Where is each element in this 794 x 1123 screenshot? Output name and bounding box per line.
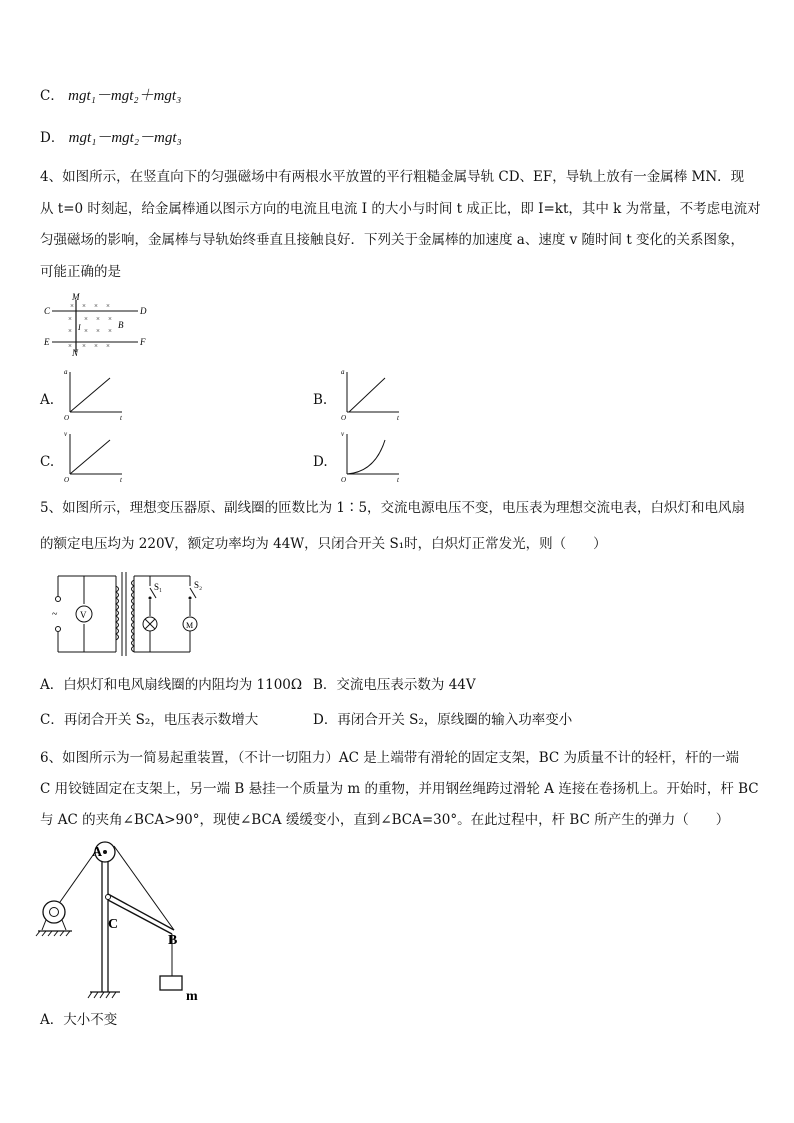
q4-field-cross: × (96, 327, 100, 335)
q5-option-b: B．交流电压表示数为 44V (313, 677, 476, 693)
q3-option-c (40, 86, 181, 106)
voltmeter-label: V (80, 610, 87, 620)
axis-label: t (397, 414, 399, 422)
q4-option-b-label: B. (313, 392, 328, 408)
q4-option-d-label: D. (313, 454, 328, 470)
q3-option-d (40, 128, 182, 148)
q5-text-line1: 5、如图所示，理想变压器原、副线圈的匝数比为 1∶5，交流电源电压不变，电压表为理想交流电表，白炽灯和电风扇 (40, 500, 746, 516)
graph-line (70, 378, 110, 412)
pulley-label: A (92, 845, 103, 860)
q4-field-cross: × (108, 327, 112, 335)
axis-label: v (341, 430, 345, 438)
q4-label-b: B (118, 320, 124, 330)
q4-text-line1: 4、如图所示，在竖直向下的匀强磁场中有两根水平放置的平行粗糙金属导轨 CD、EF，导轨上放有一金属棒 MN．现 (40, 169, 745, 185)
q4-field-cross: × (94, 302, 98, 310)
q4-option-b-graph (337, 368, 407, 422)
q6-option-a: A．大小不变 (40, 1012, 118, 1028)
weight-box (160, 976, 182, 990)
q4-label-e: E (44, 337, 50, 347)
source-symbol: ~ (52, 609, 58, 620)
q4-label-d: D (140, 306, 147, 316)
q4-field-cross: × (84, 315, 88, 323)
q4-rail-figure (44, 292, 154, 356)
q3-option-d-label: D． (40, 130, 65, 146)
switch1-label: S₁ (154, 582, 163, 592)
origin-label: O (64, 414, 70, 422)
q6-text-line1: 6、如图所示为一简易起重装置，（不计一切阻力）AC 是上端带有滑轮的固定支架，BC 为质量不计的轻杆，杆的一端 (40, 750, 739, 766)
q3-option-c-label: C． (40, 88, 64, 104)
q4-label-n: N (72, 348, 79, 358)
motor-label: M (186, 621, 194, 630)
end-label: B (168, 933, 178, 948)
origin-label: O (64, 476, 70, 484)
q6-crane-figure (38, 836, 208, 1004)
axis-label: a (341, 368, 345, 376)
axis-label: v (64, 430, 68, 438)
q3-option-d-expr: mgt₁－mgt₂－mgt₃ (68, 130, 182, 146)
origin-label: O (341, 476, 347, 484)
q4-text-line4: 可能正确的是 (40, 264, 121, 280)
axis-label: t (120, 476, 122, 484)
q5-option-d: D．再闭合开关 S₂，原线圈的输入功率变小 (313, 712, 573, 728)
q6-text-line3: 与 AC 的夹角∠BCA>90°，现使∠BCA 缓缓变小，直到∠BCA=30°。在此过程中，杆 BC 所产生的弹力（ ） (40, 812, 730, 828)
q4-label-c: C (44, 306, 51, 316)
q4-field-cross: × (82, 342, 86, 350)
q4-field-cross: × (94, 342, 98, 350)
q4-option-a-graph (60, 368, 130, 422)
axis-label: a (64, 368, 68, 376)
graph-line (349, 378, 385, 412)
q4-field-crosses (68, 302, 112, 350)
q3-option-c-expr: mgt₁－mgt₂＋mgt₃ (68, 88, 182, 104)
q6-text-line2: C 用铰链固定在支架上，另一端 B 悬挂一个质量为 m 的重物，并用钢丝绳跨过滑轮 A 连接在卷扬机上。开始时，杆 BC (40, 781, 759, 797)
graph-curve (347, 440, 385, 474)
q4-field-cross: × (106, 342, 110, 350)
mass-label: m (186, 989, 198, 1004)
hinge-label: C (108, 917, 119, 932)
q4-field-cross: × (82, 302, 86, 310)
q4-field-cross: × (68, 342, 72, 350)
q5-option-a: A．白炽灯和电风扇线圈的内阻均为 1100Ω (40, 677, 303, 693)
q4-field-cross: × (96, 315, 100, 323)
q4-text-line2: 从 t=0 时刻起，给金属棒通以图示方向的电流且电流 I 的大小与时间 t 成正比，即 I=kt，其中 k 为常量，不考虑电流对 (40, 201, 761, 217)
switch2-label: S₂ (194, 580, 203, 590)
origin-label: O (341, 414, 347, 422)
q5-option-c: C．再闭合开关 S₂，电压表示数增大 (40, 712, 259, 728)
q4-option-c-graph (60, 430, 130, 484)
q4-field-cross: × (70, 302, 74, 310)
q4-field-cross: × (68, 315, 72, 323)
q4-field-cross: × (106, 302, 110, 310)
axis-label: t (397, 476, 399, 484)
q4-label-m: M (72, 292, 80, 302)
q4-label-f: F (140, 337, 146, 347)
q4-field-cross: × (68, 327, 72, 335)
q5-text-line2: 的额定电压均为 220V，额定功率均为 44W，只闭合开关 S₁时，白炽灯正常发光，则（ ） (40, 536, 607, 552)
q4-option-a-label: A. (40, 392, 55, 408)
q4-label-i: I (78, 323, 81, 332)
q4-option-c-label: C. (40, 454, 55, 470)
q4-field-cross: × (84, 327, 88, 335)
q4-field-cross: × (108, 315, 112, 323)
axis-label: t (120, 414, 122, 422)
q5-transformer-figure (44, 568, 216, 660)
q4-option-d-graph (337, 430, 407, 484)
graph-line (70, 440, 110, 474)
q4-text-line3: 匀强磁场的影响，金属棒与导轨始终垂直且接触良好．下列关于金属棒的加速度 a、速度 v 随时间 t 变化的关系图象， (40, 232, 745, 248)
